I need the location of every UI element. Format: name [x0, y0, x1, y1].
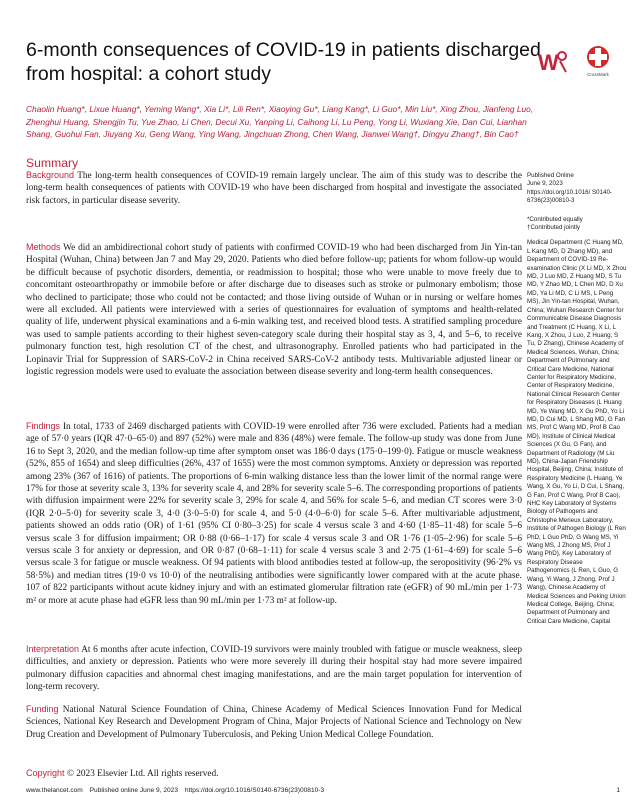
findings-label: Findings — [26, 421, 61, 431]
methods-label: Methods — [26, 242, 61, 252]
page-footer — [26, 787, 620, 794]
copyright-paragraph — [26, 767, 522, 780]
published-online-label: Published Online — [527, 172, 574, 179]
summary-heading: Summary — [26, 156, 79, 170]
sidebar — [527, 172, 627, 626]
methods-text: We did an ambidirectional cohort study of patients with confirmed COVID-19 who had been discharged from Jin Yin-tan Hospital (Wuhan, China) between Jan 7 and May 29, 2020. Patients who died before follow-up; patients for whom follow-up would be difficult because of psychotic disorders, dementia, or readmission to hospital; those who were unable to move freely due to concomitant osteoarthropathy or immobile before or after discharge due to diseases such as stroke or pulmonary embolism; those who declined to participate; those who could not be contacted; and those living outside of Wuhan or in nursing or welfare homes were all excluded. All patients were interviewed with a series of questionnaires for evaluation of symptoms and health-related quality of life, underwent physical examinations and a 6-min walking test, and received blood tests. A stratified sampling procedure was used to sample patients according to their highest seven-category scale during their hospital stay as 3, 4, and 5–6, to receive pulmonary function test, high resolution CT of the chest, and ultrasonography. Enrolled patients who had participated in the Lopinavir Trial for Suppression of SARS-CoV-2 in China received SARS-CoV-2 antibody tests. Multivariable adjusted linear or logistic regression models were used to evaluate the association between disease severity and long-term health consequences. — [26, 243, 523, 378]
copyright-label: Copyright — [26, 768, 65, 778]
contributed-jointly-note: †Contributed jointly — [527, 224, 580, 232]
funding-text: National Natural Science Foundation of China, Chinese Academy of Medical Sciences Innovation Fund for Medical Sciences, National Key Research and Development Program of China, Major Projects of National Science and Technology on New Drug Creation and Development of Pulmonary Tuberculosis, and Peking Union Medical College Foundation. — [26, 705, 523, 740]
methods-paragraph — [26, 241, 522, 378]
background-paragraph — [26, 169, 522, 207]
article-title: 6-month consequences of COVID-19 in patients discharged from hospital: a cohort study — [26, 39, 541, 85]
footer-site-link[interactable]: www.thelancet.com — [26, 787, 83, 794]
funding-label: Funding — [26, 704, 59, 714]
funding-paragraph — [26, 703, 522, 741]
findings-text: In total, 1733 of 2469 discharged patients with COVID-19 were enrolled after 736 were excluded. Patients had a median age of 57·0 years (IQR 47·0–65·0) and 897 (52%) were male and 836 (48%) were female. The follow-up study was done from June 16 to Sept 3, 2020, and the median follow-up time after symptom onset was 186·0 days (175·0–199·0). Fatigue or muscle weakness (52%, 855 of 1654) and sleep difficulties (26%, 437 of 1655) were the most common symptoms. Anxiety or depression was reported among 23% (367 of 1616) of patients. The proportions of 6-min walking distance less than the lower limit of the normal range were 17% for those at severity scale 3, 13% for severity scale 4, and 28% for severity scale 5–6. The corresponding proportions of patients with diffusion impairment were 22% for severity scale 3, 29% for scale 4, and 56% for scale 5–6, and median CT scores were 3·0 (IQR 2·0–5·0) for severity scale 3, 4·0 (3·0–5·0) for scale 4, and 5·0 (4·0–6·0) for scale 5–6. After multivariable adjustment, patients showed an odds ratio (OR) of 1·61 (95% CI 0·80–3·25) for scale 4 versus scale 3 and 4·60 (1·85–11·48) for scale 5–6 versus scale 3 for diffusion impairment; OR 0·88 (0·66–1·17) for scale 4 versus scale 3 and OR 1·76 (1·05–2·96) for scale 5–6 versus scale 3 for anxiety or depression, and OR 0·87 (0·68–1·11) for scale 4 versus scale 3 and 2·75 (1·61–4·69) for scale 5–6 versus scale 3 for fatigue or muscle weakness. Of 94 patients with blood antibodies tested at follow-up, the seropositivity (96·2% vs 58·5%) and median titres (19·0 vs 10·0) of the neutralising antibodies were significantly lower compared with at the acute phase. 107 of 822 participants without acute kidney injury and with an estimated glomerular filtration rate (eGFR) of 90 mL/min per 1·73 m² or more at acute phase had eGFR less than 90 mL/min per 1·73 m² at follow-up. — [26, 422, 523, 606]
interpretation-text: At 6 months after acute infection, COVID-19 survivors were mainly troubled with fatigue or muscle weakness, sleep difficulties, and anxiety or depression. Patients who were more severely ill during their hospital stay had more severe impaired pulmonary diffusion capacities and abnormal chest imaging manifestations, and are the main target population for intervention of long-term recovery. — [26, 645, 522, 693]
interpretation-label: Interpretation — [26, 644, 80, 654]
author-list: Chaolin Huang*, Lixue Huang*, Yeming Wang*, Xia Li*, Lili Ren*, Xiaoying Gu*, Liang Kang*, Li Guo*, Min Liu*, Xing Zhou, Jianfeng Luo, Zhenghui Huang, Shengjin Tu, Yue Zhao, Li Chen, Decui Xu, Yanping Li, Caihong Li, Lu Peng, Yong Li, Wuxiang Xie, Dan Cui, Lianhan Shang, Guohui Fan, Jiuyang Xu, Geng Wang, Ying Wang, Jingchuan Zhong, Chen Wang, Jianwei Wang†, Dingyu Zhang†, Bin Cao† — [26, 104, 534, 139]
background-text: The long-term health consequences of COVID-19 remain largely unclear. The aim of this study was to describe the long-term health consequences of patients with COVID-19 who have been discharged from hospital and investigate the associated risk factors, in particular disease severity. — [26, 171, 522, 206]
crossmark-label: CrossMark — [587, 72, 609, 77]
footer-published: Published online June 9, 2023 — [89, 787, 179, 794]
page-number: 1 — [616, 787, 620, 794]
interpretation-paragraph — [26, 643, 522, 694]
contributed-equally-note: *Contributed equally — [527, 215, 583, 223]
footer-doi-link[interactable]: https://doi.org/10.1016/S0140-6736(23)00810-3 — [184, 787, 325, 794]
copyright-text: © 2023 Elsevier Ltd. All rights reserved. — [66, 769, 219, 779]
sidebar-doi-link[interactable]: https://doi.org/10.1016/ S0140-6736(23)00810-3 — [527, 188, 612, 205]
contribution-notes — [527, 216, 627, 233]
published-date: June 9, 2023 — [527, 180, 563, 188]
publication-info — [527, 172, 627, 206]
affiliations: Medical Department (C Huang MD, L Kang MD, D Zhang MD), and Department of COVID-19 Re-examination Clinic (X Li MD, X Zhou MD, J Luo MD, Z Huang MD, S Tu MD, Y Zhao MD, L Chen MD, D Xu MD, Ya Li MD, C Li MS, L Peng MS), Jin Yin-tan Hospital, Wuhan, China; Wuhan Research Center for Communicable Disease Diagnosis and Treatment (C Huang, X Li, L Kang, X Zhou, J Luo, Z Huang, S Tu, D Zhang), Chinese Academy of Medical Sciences, Wuhan, China; Department of Pulmonary and Critical Care Medicine, National Center for Respiratory Medicine, Center of Respiratory Medicine, National Clinical Research Center for Respiratory Diseases (L Huang MD, Ye Wang MD, X Gu PhD, Yo Li MD, D Cui MD, L Shang MD, G Fan MS, Prof C Wang MD, Prof B Cao MD), Institute of Clinical Medical Sciences (X Gu, G Fan), and Department of Radiology (M Liu MD), China-Japan Friendship Hospital, Beijing, China; Institute of Respiratory Medicine (L Huang, Ye Wang, X Gu, Yo Li, D Cui, L Shang, G Fan, Prof C Wang, Prof B Cao), NHC Key Laboratory of Systems Biology of Pathogens and Christophe Merieux Laboratory, Institute of Pathogen Biology (L Ren PhD, L Guo PhD, G Wang MS, Yi Wang MS, J Zhong MS, Prof J Wang PhD), Key Laboratory of Respiratory Disease Pathogenomics (L Ren, L Guo, G Wang, Yi Wang, J Zhong, Prof J Wang), Chinese Academy of Medical Sciences and Peking Union Medical College, Beijing, China; Department of Pulmonary and Critical Care Medicine, Capital — [527, 239, 627, 625]
crossmark-icon[interactable] — [584, 44, 612, 78]
header-logos — [536, 44, 616, 84]
findings-paragraph — [26, 420, 522, 607]
background-label: Background — [26, 170, 75, 180]
svg-text:W: W — [538, 50, 559, 75]
